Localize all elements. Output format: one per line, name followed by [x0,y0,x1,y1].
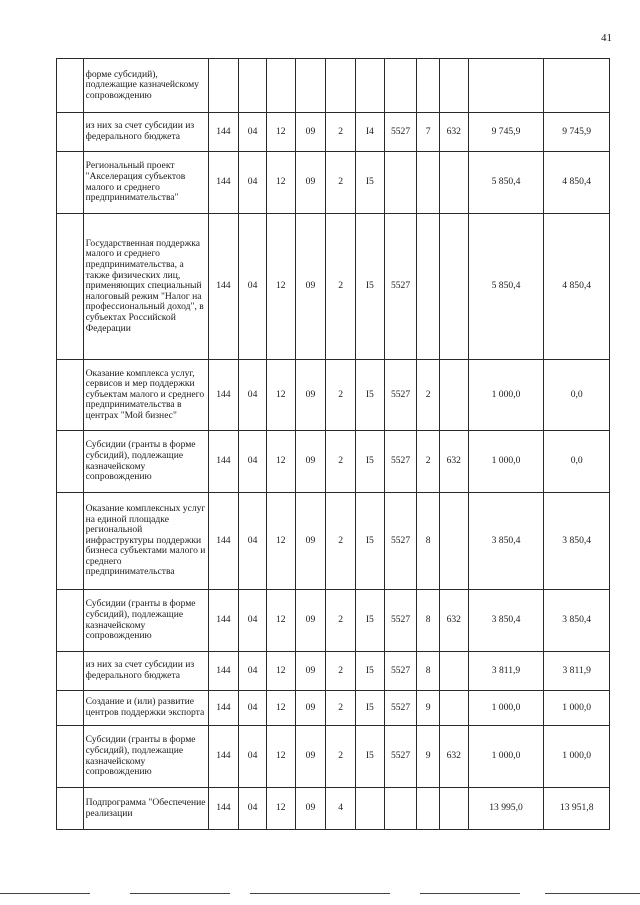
code-cell-c4: 09 [295,590,326,652]
item-name-cell: форме субсидий), подлежащие казначейскому сопровождению [83,59,208,113]
code-cell-c5: 2 [326,493,356,590]
code-cell-c3: 12 [266,493,295,590]
row-number-cell [57,152,84,214]
code-cell-c5: 4 [326,788,356,830]
code-cell-c7 [384,152,417,214]
code-cell-c5: 2 [326,431,356,493]
code-cell-c6 [355,59,384,113]
amount-cell-a2: 9 745,9 [544,113,610,152]
code-cell-c8: 7 [417,113,440,152]
amount-cell-a2: 13 951,8 [544,788,610,830]
amount-cell-a1: 13 995,0 [468,788,544,830]
code-cell-c6: I5 [355,493,384,590]
item-name-cell: Региональный проект "Акселерация субъектов малого и среднего предпринимательства" [83,152,208,214]
code-cell-c8: 8 [417,652,440,691]
code-cell-c4: 09 [295,113,326,152]
code-cell-c2: 04 [239,360,267,431]
amount-cell-a1: 3 850,4 [468,590,544,652]
code-cell-c3: 12 [266,360,295,431]
code-cell-c2: 04 [239,652,267,691]
code-cell-c7: 5527 [384,360,417,431]
code-cell-c5: 2 [326,691,356,726]
row-number-cell [57,59,84,113]
row-number-cell [57,113,84,152]
code-cell-c1: 144 [208,113,239,152]
code-cell-c7: 5527 [384,590,417,652]
code-cell-c7: 5527 [384,493,417,590]
amount-cell-a1: 3 850,4 [468,493,544,590]
code-cell-c9: 632 [439,590,468,652]
code-cell-c6: I5 [355,726,384,788]
table-row [57,652,610,691]
table-row [57,113,610,152]
amount-cell-a2: 0,0 [544,431,610,493]
row-number-cell [57,493,84,590]
code-cell-c4 [295,59,326,113]
item-name-cell: Оказание комплекса услуг, сервисов и мер поддержки субъектам малого и среднего предпринимательства в центрах "Мой бизнес" [83,360,208,431]
page-number: 41 [601,32,612,44]
table-row [57,788,610,830]
item-name-cell: Субсидии (гранты в форме субсидий), подлежащие казначейскому сопровождению [83,726,208,788]
code-cell-c4: 09 [295,493,326,590]
code-cell-c9: 632 [439,726,468,788]
item-name-cell: из них за счет субсидии из федерального бюджета [83,652,208,691]
code-cell-c8 [417,788,440,830]
code-cell-c3: 12 [266,152,295,214]
amount-cell-a1: 1 000,0 [468,691,544,726]
code-cell-c3: 12 [266,590,295,652]
code-cell-c9 [439,214,468,360]
amount-cell-a2: 1 000,0 [544,726,610,788]
row-number-cell [57,726,84,788]
code-cell-c5: 2 [326,590,356,652]
row-number-cell [57,214,84,360]
code-cell-c3: 12 [266,788,295,830]
code-cell-c2: 04 [239,691,267,726]
code-cell-c1: 144 [208,493,239,590]
code-cell-c6: I5 [355,590,384,652]
row-number-cell [57,691,84,726]
footer-rule [0,893,640,895]
code-cell-c8: 8 [417,493,440,590]
code-cell-c2: 04 [239,590,267,652]
code-cell-c2: 04 [239,431,267,493]
amount-cell-a2: 4 850,4 [544,152,610,214]
amount-cell-a1: 1 000,0 [468,431,544,493]
code-cell-c9 [439,59,468,113]
amount-cell-a2: 3 850,4 [544,590,610,652]
code-cell-c6: I5 [355,214,384,360]
row-number-cell [57,360,84,431]
code-cell-c3: 12 [266,726,295,788]
code-cell-c5: 2 [326,214,356,360]
code-cell-c4: 09 [295,360,326,431]
code-cell-c9 [439,493,468,590]
code-cell-c1: 144 [208,590,239,652]
amount-cell-a2 [544,59,610,113]
code-cell-c7 [384,788,417,830]
code-cell-c8: 2 [417,431,440,493]
code-cell-c6: I5 [355,360,384,431]
code-cell-c1: 144 [208,152,239,214]
code-cell-c2: 04 [239,214,267,360]
code-cell-c9 [439,152,468,214]
code-cell-c8: 2 [417,360,440,431]
row-number-cell [57,590,84,652]
code-cell-c2: 04 [239,493,267,590]
code-cell-c9 [439,360,468,431]
code-cell-c1: 144 [208,726,239,788]
code-cell-c3: 12 [266,214,295,360]
table-row [57,590,610,652]
code-cell-c4: 09 [295,788,326,830]
row-number-cell [57,788,84,830]
code-cell-c6: I4 [355,113,384,152]
budget-table [56,58,610,830]
code-cell-c6: I5 [355,152,384,214]
table-row [57,360,610,431]
code-cell-c4: 09 [295,431,326,493]
code-cell-c4: 09 [295,691,326,726]
table-row [57,691,610,726]
code-cell-c2: 04 [239,726,267,788]
code-cell-c6: I5 [355,652,384,691]
code-cell-c4: 09 [295,726,326,788]
code-cell-c7: 5527 [384,431,417,493]
code-cell-c2: 04 [239,113,267,152]
code-cell-c1: 144 [208,214,239,360]
amount-cell-a1: 5 850,4 [468,152,544,214]
code-cell-c5: 2 [326,652,356,691]
code-cell-c8 [417,214,440,360]
code-cell-c9 [439,652,468,691]
code-cell-c3: 12 [266,652,295,691]
code-cell-c2 [239,59,267,113]
item-name-cell: Подпрограмма "Обеспечение реализации [83,788,208,830]
code-cell-c9: 632 [439,113,468,152]
code-cell-c5: 2 [326,113,356,152]
code-cell-c8: 9 [417,726,440,788]
code-cell-c7: 5527 [384,691,417,726]
code-cell-c4: 09 [295,152,326,214]
item-name-cell: Субсидии (гранты в форме субсидий), подлежащие казначейскому сопровождению [83,590,208,652]
table-row [57,59,610,113]
code-cell-c4: 09 [295,652,326,691]
code-cell-c1: 144 [208,652,239,691]
amount-cell-a1: 1 000,0 [468,360,544,431]
amount-cell-a1 [468,59,544,113]
item-name-cell: Субсидии (гранты в форме субсидий), подлежащие казначейскому сопровождению [83,431,208,493]
code-cell-c1: 144 [208,788,239,830]
row-number-cell [57,652,84,691]
item-name-cell: Оказание комплексных услуг на единой площадке региональной инфраструктуры поддержки бизнеса субъектами малого и среднего предпринимательства [83,493,208,590]
code-cell-c8 [417,59,440,113]
table-row [57,431,610,493]
amount-cell-a2: 3 850,4 [544,493,610,590]
row-number-cell [57,431,84,493]
code-cell-c7: 5527 [384,652,417,691]
amount-cell-a2: 0,0 [544,360,610,431]
code-cell-c3 [266,59,295,113]
code-cell-c7: 5527 [384,113,417,152]
code-cell-c3: 12 [266,691,295,726]
code-cell-c5: 2 [326,152,356,214]
table-row [57,493,610,590]
amount-cell-a2: 4 850,4 [544,214,610,360]
item-name-cell: Государственная поддержка малого и среднего предпринимательства, а также физических лиц, применяющих специальный налоговый режим "Налог на профессиональный доход", в субъектах Российской Федерации [83,214,208,360]
code-cell-c1 [208,59,239,113]
code-cell-c3: 12 [266,431,295,493]
code-cell-c3: 12 [266,113,295,152]
code-cell-c5 [326,59,356,113]
code-cell-c1: 144 [208,431,239,493]
code-cell-c8: 9 [417,691,440,726]
code-cell-c7: 5527 [384,726,417,788]
code-cell-c8 [417,152,440,214]
code-cell-c7 [384,59,417,113]
code-cell-c7: 5527 [384,214,417,360]
amount-cell-a1: 1 000,0 [468,726,544,788]
item-name-cell: Создание и (или) развитие центров поддержки экспорта [83,691,208,726]
code-cell-c9 [439,691,468,726]
code-cell-c2: 04 [239,152,267,214]
table-row [57,214,610,360]
code-cell-c9: 632 [439,431,468,493]
code-cell-c6 [355,788,384,830]
table-row [57,726,610,788]
amount-cell-a1: 3 811,9 [468,652,544,691]
code-cell-c4: 09 [295,214,326,360]
code-cell-c1: 144 [208,360,239,431]
table-row [57,152,610,214]
code-cell-c9 [439,788,468,830]
amount-cell-a1: 5 850,4 [468,214,544,360]
amount-cell-a2: 3 811,9 [544,652,610,691]
amount-cell-a1: 9 745,9 [468,113,544,152]
code-cell-c1: 144 [208,691,239,726]
code-cell-c6: I5 [355,691,384,726]
code-cell-c2: 04 [239,788,267,830]
code-cell-c6: I5 [355,431,384,493]
code-cell-c5: 2 [326,360,356,431]
code-cell-c5: 2 [326,726,356,788]
item-name-cell: из них за счет субсидии из федерального бюджета [83,113,208,152]
code-cell-c8: 8 [417,590,440,652]
amount-cell-a2: 1 000,0 [544,691,610,726]
